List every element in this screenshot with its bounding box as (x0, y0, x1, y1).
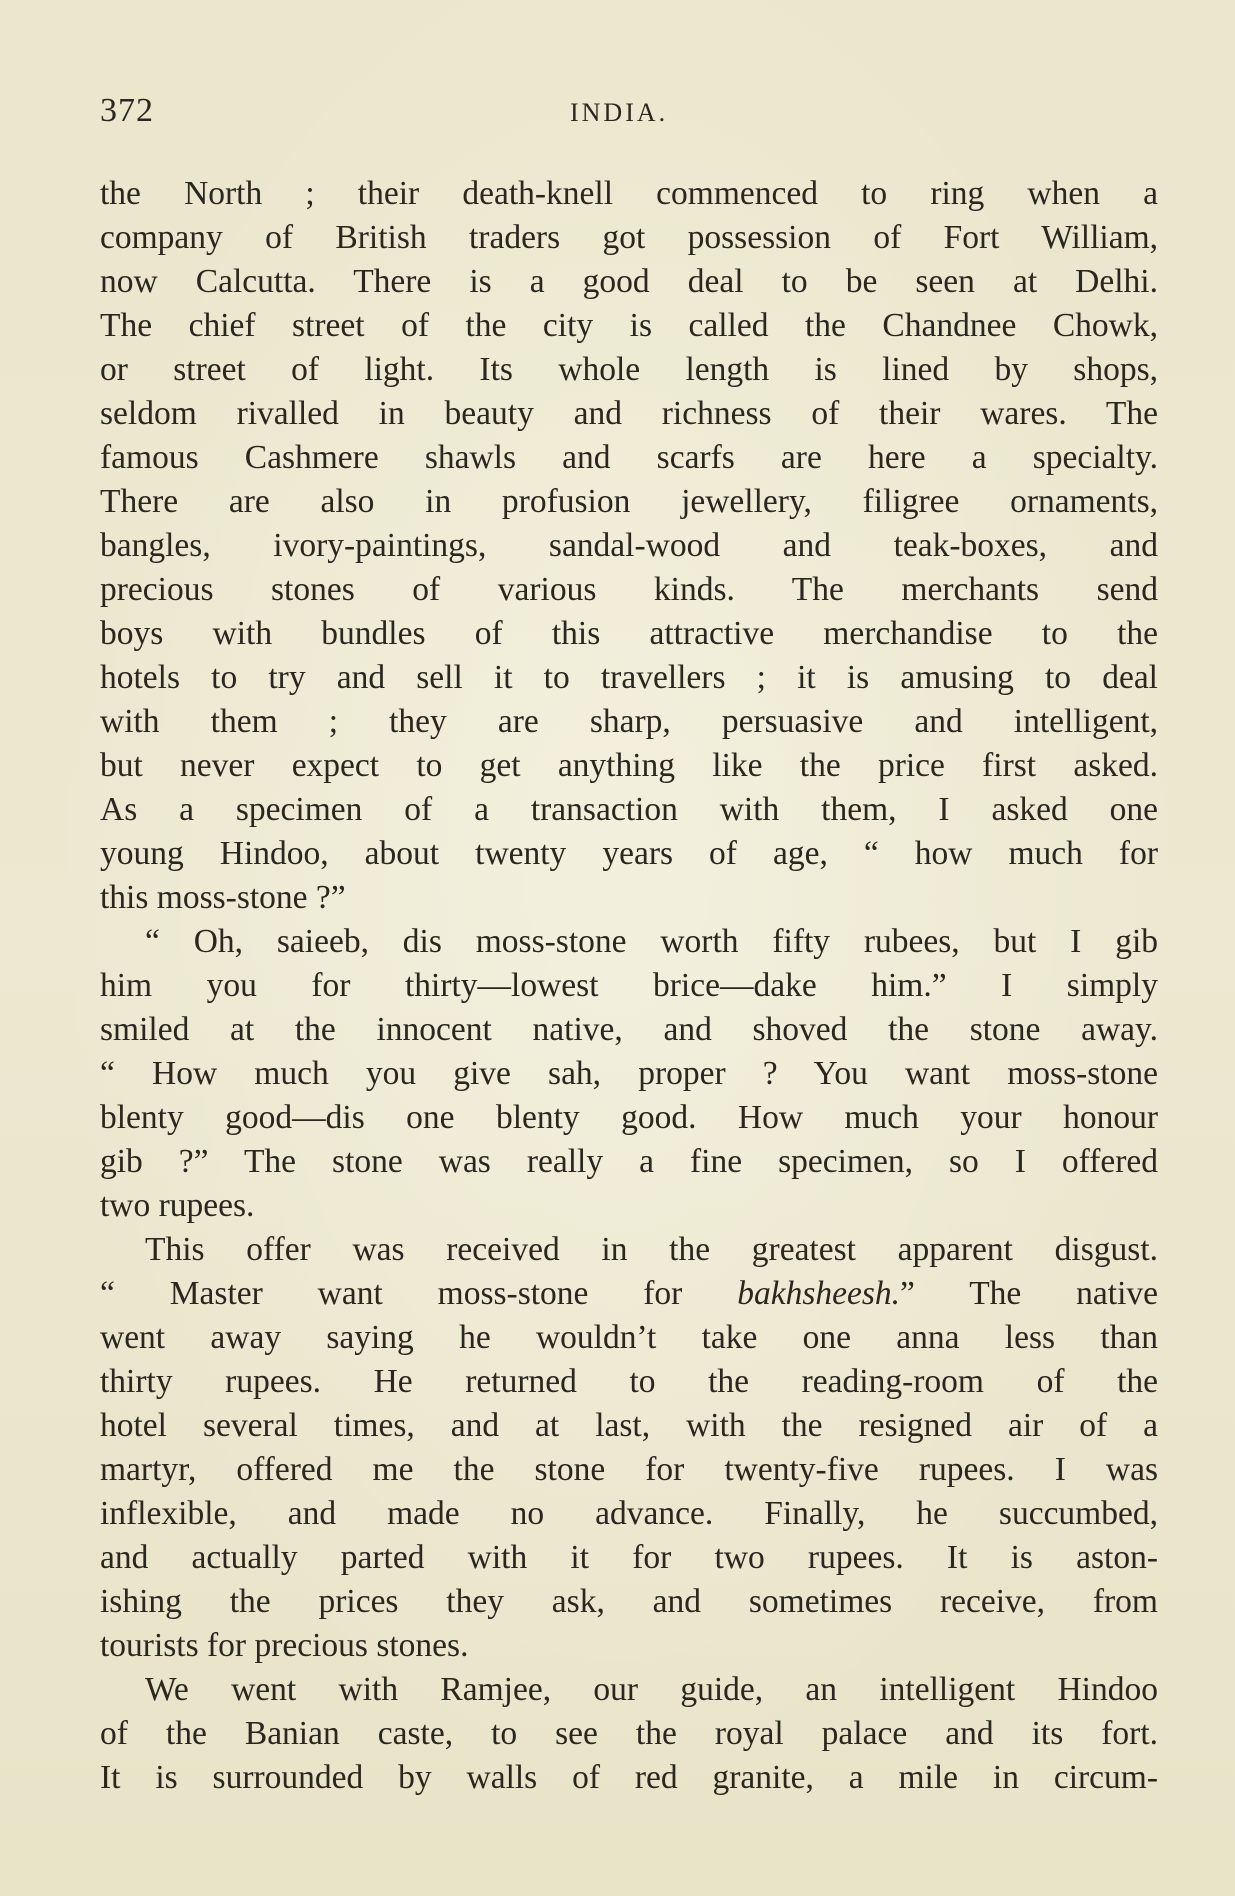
text-line-content: boys with bundles of this attractive merchandise to the (100, 615, 1158, 652)
text-line (100, 744, 1158, 788)
text-line-content: As a specimen of a transaction with them, I asked one (100, 791, 1158, 828)
text-line-content: smiled at the innocent native, and shoved the stone away. (100, 1011, 1158, 1048)
text-line-content: two rupees. (100, 1187, 255, 1224)
text-line (100, 524, 1158, 568)
text-line-content: of the Banian caste, to see the royal palace and its fort. (100, 1715, 1158, 1752)
text-line-tail: ” The native (900, 1275, 1158, 1312)
text-line (100, 436, 1158, 480)
text-line-content: ishing the prices they ask, and sometimes receive, from (100, 1583, 1158, 1620)
text-line-content: “ Oh, saieeb, dis moss-stone worth fifty rubees, but I gib (145, 923, 1158, 960)
text-line (100, 964, 1158, 1008)
text-line (100, 700, 1158, 744)
page-number: 372 (100, 92, 154, 129)
text-line (100, 1008, 1158, 1052)
text-line-content: and actually parted with it for two rupees. It is aston- (100, 1539, 1158, 1576)
text-line (100, 612, 1158, 656)
text-line-content: There are also in profusion jewellery, filigree ornaments, (100, 483, 1158, 520)
text-line-content: inflexible, and made no advance. Finally, he succumbed, (100, 1495, 1158, 1532)
text-line (100, 1140, 1158, 1184)
text-line-content: The chief street of the city is called the Chandnee Chowk, (100, 307, 1158, 344)
text-line-content: tourists for precious stones. (100, 1627, 469, 1664)
text-line (100, 1712, 1158, 1756)
text-line (100, 1228, 1158, 1272)
text-line-content: but never expect to get anything like the price first asked. (100, 747, 1158, 784)
text-line (100, 480, 1158, 524)
text-line (100, 568, 1158, 612)
text-line-content: It is surrounded by walls of red granite, a mile in circum- (100, 1759, 1158, 1796)
text-line-content: young Hindoo, about twenty years of age, “ how much for (100, 835, 1158, 872)
text-line (100, 788, 1158, 832)
text-line (100, 832, 1158, 876)
text-line (100, 1096, 1158, 1140)
text-line (100, 1184, 1158, 1228)
text-line-content: “ Master want moss-stone for (100, 1275, 738, 1312)
text-line (100, 1668, 1158, 1712)
text-line (100, 1052, 1158, 1096)
text-line-content: hotel several times, and at last, with the resigned air of a (100, 1407, 1158, 1444)
text-line-content: martyr, offered me the stone for twenty-five rupees. I was (100, 1451, 1158, 1488)
text-line (100, 1360, 1158, 1404)
text-line (100, 1448, 1158, 1492)
text-line (100, 172, 1158, 216)
body-text (100, 172, 1158, 1800)
text-line (100, 1404, 1158, 1448)
text-line (100, 1492, 1158, 1536)
text-line-content: now Calcutta. There is a good deal to be seen at Delhi. (100, 263, 1158, 300)
text-line-content: precious stones of various kinds. The merchants send (100, 571, 1158, 608)
text-line (100, 216, 1158, 260)
text-line (100, 1272, 1158, 1316)
text-line (100, 1316, 1158, 1360)
text-line-content: this moss-stone ?” (100, 879, 346, 916)
text-line-content: or street of light. Its whole length is lined by shops, (100, 351, 1158, 388)
italic-word: bakhsheesh. (737, 1275, 901, 1312)
text-line-content: the North ; their death-knell commenced to ring when a (100, 175, 1158, 212)
text-line (100, 1536, 1158, 1580)
text-line-content: blenty good—dis one blenty good. How much your honour (100, 1099, 1158, 1136)
text-line (100, 1624, 1158, 1668)
text-line-content: gib ?” The stone was really a fine specimen, so I offered (100, 1143, 1158, 1180)
text-line (100, 920, 1158, 964)
text-line-content: thirty rupees. He returned to the reading-room of the (100, 1363, 1158, 1400)
text-line-content: company of British traders got possession of Fort William, (100, 219, 1158, 256)
text-line-content: “ How much you give sah, proper ? You want moss-stone (100, 1055, 1158, 1092)
text-line-content: with them ; they are sharp, persuasive and intelligent, (100, 703, 1158, 740)
text-line (100, 260, 1158, 304)
text-line (100, 348, 1158, 392)
text-line-content: him you for thirty—lowest brice—dake him.” I simply (100, 967, 1158, 1004)
text-line-content: hotels to try and sell it to travellers ; it is amusing to deal (100, 659, 1158, 696)
text-line-content: went away saying he wouldn’t take one anna less than (100, 1319, 1158, 1356)
text-line-content: This offer was received in the greatest apparent disgust. (145, 1231, 1158, 1268)
text-line (100, 392, 1158, 436)
text-line (100, 876, 1158, 920)
text-line (100, 656, 1158, 700)
text-line (100, 304, 1158, 348)
page-header (100, 92, 1150, 132)
text-line (100, 1580, 1158, 1624)
text-line-content: bangles, ivory-paintings, sandal-wood and teak-boxes, and (100, 527, 1158, 564)
running-head: INDIA. (570, 98, 669, 127)
text-line-content: seldom rivalled in beauty and richness of their wares. The (100, 395, 1158, 432)
text-line (100, 1756, 1158, 1800)
text-line-content: We went with Ramjee, our guide, an intelligent Hindoo (145, 1671, 1158, 1708)
text-line-content: famous Cashmere shawls and scarfs are here a specialty. (100, 439, 1158, 476)
